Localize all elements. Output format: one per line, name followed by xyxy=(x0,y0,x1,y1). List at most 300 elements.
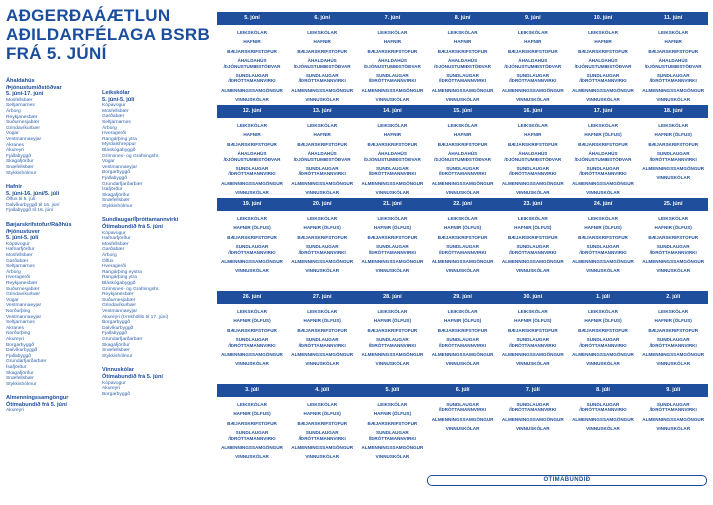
strike-entry-text: VINNUSKÓLAR xyxy=(515,268,550,274)
strike-list xyxy=(287,216,357,274)
strike-entry-text: SUNDLAUGAR /ÍÞRÓTTAMANNVIRKI xyxy=(228,337,276,348)
strike-entry xyxy=(498,49,568,54)
strike-entry xyxy=(287,97,357,102)
municipality-item: Borgarbyggð xyxy=(102,320,131,326)
strike-entry xyxy=(638,259,708,264)
strike-entry-text: ÁHALDAHÚS /ÞJÓNUSTUMIÐSTÖÐVAR xyxy=(644,58,702,69)
strike-entry xyxy=(638,97,708,102)
strike-entry-text: BÆJARSKRIFSTOFUR xyxy=(507,327,558,333)
strike-entry xyxy=(217,235,287,240)
legend-column-1 xyxy=(6,78,102,422)
strike-entry-text: HAFNIR xyxy=(383,39,402,45)
municipality-item: Akranes xyxy=(6,142,24,148)
municipality-item: Skagafjörður xyxy=(102,192,130,198)
strike-entry-text: HAFNIR (ÖLFUS) xyxy=(373,411,412,417)
strike-entry-text: ALMENNINGSSAMGÖNGUR xyxy=(431,259,494,265)
municipality-item: Vogar xyxy=(102,159,115,165)
day-cell xyxy=(568,12,638,102)
strike-entry xyxy=(217,73,287,84)
strike-entry-text: BÆJARSKRIFSTOFUR xyxy=(297,420,348,426)
municipality-item: Seltjarnarnes xyxy=(6,264,35,270)
strike-entry-text: LEIKSKÓLAR xyxy=(517,123,548,128)
strike-entry-text: BÆJARSKRIFSTOFUR xyxy=(437,234,488,240)
strike-entry-text: VINNUSKÓLAR xyxy=(445,190,480,196)
legend-section xyxy=(102,217,198,359)
strike-entry-text: LEIKSKÓLAR xyxy=(447,309,478,314)
strike-entry xyxy=(568,181,638,186)
strike-list xyxy=(638,402,708,432)
strike-list xyxy=(428,402,498,432)
strike-entry-text: ALMENNINGSSAMGÖNGUR xyxy=(291,259,354,265)
strike-entry-text: ALMENNINGSSAMGÖNGUR xyxy=(501,416,564,422)
day-label: 5. júní xyxy=(244,15,260,21)
strike-entry xyxy=(357,58,427,69)
strike-entry-text: BÆJARSKRIFSTOFUR xyxy=(297,141,348,147)
day-cell xyxy=(217,12,287,102)
legend-section-heading: Leikskólar xyxy=(102,90,130,96)
strike-list xyxy=(357,30,427,103)
municipality-item: Reykjanesbær xyxy=(102,292,134,298)
strike-entry-text: ALMENNINGSSAMGÖNGUR xyxy=(642,416,705,422)
strike-entry xyxy=(568,337,638,348)
legend-section-heading: Ótímabundið frá 5. júní xyxy=(102,373,163,380)
day-cell xyxy=(217,291,287,381)
day-label: 9. júlí xyxy=(666,387,681,393)
strike-entry xyxy=(287,244,357,255)
strike-entry-text: HAFNIR xyxy=(453,132,472,138)
strike-entry-text: HAFNIR xyxy=(243,39,261,45)
strike-entry xyxy=(428,181,498,186)
strike-list xyxy=(217,30,287,103)
strike-entry-text: HAFNIR (ÖLFUS) xyxy=(654,132,692,138)
strike-entry-text: VINNUSKÓLAR xyxy=(375,361,410,367)
strike-entry-text: ÁHALDAHÚS /ÞJÓNUSTUMIÐSTÖÐVAR xyxy=(504,151,562,162)
strike-entry xyxy=(498,426,568,431)
day-label: 2. júlí xyxy=(666,294,681,300)
strike-entry xyxy=(287,454,357,459)
municipality-item: Grindavíkurbær xyxy=(102,303,136,309)
municipality-item: Norðurþing xyxy=(6,331,31,337)
strike-entry xyxy=(498,73,568,84)
municipality-item: Mosfellsbær xyxy=(6,253,33,259)
strike-list xyxy=(287,30,357,103)
strike-entry xyxy=(287,190,357,195)
strike-entry xyxy=(287,328,357,333)
municipality-item: Borgarbyggð xyxy=(102,391,131,397)
strike-entry xyxy=(428,88,498,93)
municipality-item: Rangárþing ytra xyxy=(102,275,137,281)
municipality-item: Ölfus xyxy=(102,258,114,264)
day-cell xyxy=(568,105,638,195)
strike-entry xyxy=(287,268,357,273)
strike-entry xyxy=(498,244,568,255)
legend-section-heading: Hafnir xyxy=(6,184,23,191)
strike-entry xyxy=(287,445,357,450)
municipality-item: Seltjarnarnes xyxy=(6,320,35,326)
strike-entry-text: VINNUSKÓLAR xyxy=(515,426,550,432)
strike-list xyxy=(498,402,568,432)
strike-entry-text: LEIKSKÓLAR xyxy=(237,402,267,407)
strike-entry xyxy=(498,181,568,186)
strike-entry-text: SUNDLAUGAR /ÍÞRÓTTAMANNVIRKI xyxy=(368,166,416,177)
strike-entry-text: LEIKSKÓLAR xyxy=(377,123,408,128)
strike-entry xyxy=(498,142,568,147)
municipality-item: Hveragerði xyxy=(6,275,30,281)
strike-entry xyxy=(498,88,568,93)
strike-entry-text: VINNUSKÓLAR xyxy=(586,190,620,196)
strike-entry xyxy=(357,235,427,240)
strike-entry xyxy=(568,402,638,413)
day-label: 7. júní xyxy=(384,15,401,21)
strike-entry-text: LEIKSKÓLAR xyxy=(447,216,478,221)
strike-entry-text: LEIKSKÓLAR xyxy=(447,30,478,35)
day-label: 4. júlí xyxy=(315,387,330,393)
municipality-item: Garðabær xyxy=(102,114,125,120)
municipality-item: Árborg xyxy=(6,269,21,275)
municipality-item: Garðabær xyxy=(6,258,29,264)
day-cell xyxy=(568,198,638,288)
strike-entry-text: BÆJARSKRIFSTOFUR xyxy=(297,48,348,54)
day-label: 16. júní xyxy=(523,108,543,114)
strike-entry xyxy=(357,352,427,357)
strike-entry-text: HAFNIR xyxy=(594,39,612,45)
strike-entry-text: SUNDLAUGAR /ÍÞRÓTTAMANNVIRKI xyxy=(298,430,346,441)
municipality-item: Akureyri xyxy=(102,386,120,392)
strike-entry xyxy=(217,244,287,255)
strike-entry-text: ALMENNINGSSAMGÖNGUR xyxy=(291,445,354,451)
strike-entry-text: ALMENNINGSSAMGÖNGUR xyxy=(221,259,283,265)
municipality-item: Akranes xyxy=(6,325,24,331)
municipality-item: Árborg xyxy=(6,108,21,114)
strike-entry-text: ÁHALDAHÚS /ÞJÓNUSTUMIÐSTÖÐVAR xyxy=(434,58,492,69)
strike-list xyxy=(638,309,708,367)
strike-entry xyxy=(217,142,287,147)
municipality-item: Hafnarfjörður xyxy=(6,247,35,253)
strike-entry xyxy=(217,328,287,333)
strike-entry xyxy=(357,268,427,273)
strike-entry-text: BÆJARSKRIFSTOFUR xyxy=(297,234,348,240)
strike-entry-text: BÆJARSKRIFSTOFUR xyxy=(367,234,418,240)
strike-entry-text: ALMENNINGSSAMGÖNGUR xyxy=(501,352,564,358)
strike-entry-text: VINNUSKÓLAR xyxy=(235,190,269,196)
strike-entry xyxy=(357,97,427,102)
strike-entry-text: ALMENNINGSSAMGÖNGUR xyxy=(291,87,354,93)
municipality-item: Vestmannaeyjar xyxy=(102,164,138,170)
strike-entry-text: BÆJARSKRIFSTOFUR xyxy=(648,48,699,54)
strike-entry-text: ALMENNINGSSAMGÖNGUR xyxy=(221,180,283,186)
strike-entry xyxy=(638,166,708,171)
municipality-item: Skagafjörður xyxy=(102,342,130,348)
day-label: 8. júlí xyxy=(596,387,610,393)
strike-list xyxy=(217,402,287,460)
municipality-item: Stykkishólmur xyxy=(102,353,133,359)
strike-list xyxy=(428,30,498,103)
municipality-item: Fjallabyggð xyxy=(102,331,128,337)
strike-entry-text: HAFNIR (ÖLFUS) xyxy=(233,225,271,231)
municipality-item: Mosfellsbær xyxy=(102,241,129,247)
strike-entry-text: ALMENNINGSSAMGÖNGUR xyxy=(501,180,564,186)
strike-entry-text: SUNDLAUGAR /ÍÞRÓTTAMANNVIRKI xyxy=(439,402,487,413)
strike-entry-text: SUNDLAUGAR /ÍÞRÓTTAMANNVIRKI xyxy=(439,166,487,177)
strike-entry xyxy=(498,352,568,357)
day-cell xyxy=(638,384,708,474)
strike-entry-text: SUNDLAUGAR /ÍÞRÓTTAMANNVIRKI xyxy=(368,337,416,348)
strike-entry-text: HAFNIR (ÖLFUS) xyxy=(303,225,341,231)
municipality-item: Grundarfjarðarbær xyxy=(102,336,143,342)
day-label: 14. júní xyxy=(383,108,402,114)
strike-entry xyxy=(357,88,427,93)
strike-entry-text: HAFNIR xyxy=(383,132,402,138)
strike-entry-text: ALMENNINGSSAMGÖNGUR xyxy=(361,259,424,265)
strike-list xyxy=(287,309,357,367)
legend-section-heading: 5. júní-17. júní xyxy=(6,91,44,98)
strike-entry-text: SUNDLAUGAR /ÍÞRÓTTAMANNVIRKI xyxy=(509,166,557,177)
strike-entry xyxy=(498,97,568,102)
strike-entry xyxy=(217,430,287,441)
strike-entry xyxy=(638,337,708,348)
strike-entry-text: VINNUSKÓLAR xyxy=(656,426,691,432)
strike-entry-text: LEIKSKÓLAR xyxy=(658,123,689,128)
day-cell xyxy=(568,384,638,474)
strike-entry xyxy=(498,337,568,348)
strike-entry xyxy=(217,151,287,162)
strike-entry-text: LEIKSKÓLAR xyxy=(237,30,267,35)
day-label: 9. júní xyxy=(525,15,541,21)
day-cell xyxy=(428,384,498,474)
municipality-item: Norðurþing xyxy=(6,308,31,314)
strike-entry-text: HAFNIR (ÖLFUS) xyxy=(514,225,552,231)
strike-entry-text: ÁHALDAHÚS /ÞJÓNUSTUMIÐSTÖÐVAR xyxy=(363,58,421,69)
strike-entry-text: HAFNIR xyxy=(524,132,542,138)
municipality-item: Mosfellsbær xyxy=(6,97,33,103)
strike-entry xyxy=(357,445,427,450)
legend-section xyxy=(6,78,102,176)
municipality-item: Stykkishólmur xyxy=(6,170,37,176)
strike-entry xyxy=(498,235,568,240)
strike-entry-text: BÆJARSKRIFSTOFUR xyxy=(227,141,277,147)
strike-list xyxy=(217,309,287,367)
strike-entry-text: VINNUSKÓLAR xyxy=(375,97,410,103)
strike-entry-text: ALMENNINGSSAMGÖNGUR xyxy=(221,445,283,451)
strike-entry-text: VINNUSKÓLAR xyxy=(305,454,340,460)
strike-entry-text: ALMENNINGSSAMGÖNGUR xyxy=(642,352,705,358)
strike-entry-text: SUNDLAUGAR /ÍÞRÓTTAMANNVIRKI xyxy=(439,73,487,84)
day-cell xyxy=(428,105,498,195)
strike-entry xyxy=(428,97,498,102)
strike-entry xyxy=(568,190,638,195)
strike-entry-text: SUNDLAUGAR /ÍÞRÓTTAMANNVIRKI xyxy=(509,73,557,84)
strike-entry-text: LEIKSKÓLAR xyxy=(377,30,408,35)
municipality-item: Vestmannaeyjar xyxy=(6,314,42,320)
legend-section-heading: Áhaldahús xyxy=(6,78,35,84)
strike-entry xyxy=(357,454,427,459)
strike-entry-text: VINNUSKÓLAR xyxy=(656,268,691,274)
strike-list xyxy=(357,123,427,196)
strike-entry-text: ALMENNINGSSAMGÖNGUR xyxy=(501,259,564,265)
strike-entry-text: LEIKSKÓLAR xyxy=(517,216,548,221)
strike-entry-text: HAFNIR (ÖLFUS) xyxy=(303,318,341,324)
strike-entry-text: BÆJARSKRIFSTOFUR xyxy=(578,327,628,333)
strike-list xyxy=(498,30,568,103)
legend-section-heading: Vinnuskólar xyxy=(102,367,134,374)
strike-entry xyxy=(568,268,638,273)
municipality-item: Bláskógabyggð xyxy=(102,147,136,153)
strike-entry-text: BÆJARSKRIFSTOFUR xyxy=(437,141,488,147)
strike-entry xyxy=(638,417,708,422)
day-cell xyxy=(638,105,708,195)
strike-entry xyxy=(638,426,708,431)
strike-entry xyxy=(638,328,708,333)
day-label: 29. júní xyxy=(453,294,472,300)
strike-entry xyxy=(357,430,427,441)
municipality-item: Ölfus til 5. júlí xyxy=(6,197,36,203)
strike-entry xyxy=(498,166,568,177)
municipality-item: Reykjanesbær xyxy=(6,281,38,286)
strike-entry-text: VINNUSKÓLAR xyxy=(305,97,340,103)
strike-entry-text: SUNDLAUGAR /ÍÞRÓTTAMANNVIRKI xyxy=(579,337,627,348)
strike-entry-text: BÆJARSKRIFSTOFUR xyxy=(648,141,699,147)
strike-entry-text: ÁHALDAHÚS /ÞJÓNUSTUMIÐSTÖÐVAR xyxy=(293,58,351,69)
municipality-item: Seltjarnarnes xyxy=(6,103,35,109)
strike-entry xyxy=(428,361,498,366)
day-cell xyxy=(357,384,427,474)
strike-entry xyxy=(568,259,638,264)
strike-entry-text: LEIKSKÓLAR xyxy=(237,216,267,221)
day-label: 1. júlí xyxy=(596,294,610,300)
strike-entry-text: HAFNIR xyxy=(453,39,472,45)
strike-entry-text: LEIKSKÓLAR xyxy=(588,123,618,128)
day-label: 24. júní xyxy=(593,201,613,207)
municipality-item: Akureyri xyxy=(6,148,24,154)
strike-entry-text: SUNDLAUGAR /ÍÞRÓTTAMANNVIRKI xyxy=(228,430,276,441)
strike-entry-text: BÆJARSKRIFSTOFUR xyxy=(578,141,628,147)
strike-entry-text: ALMENNINGSSAMGÖNGUR xyxy=(291,180,354,186)
strike-entry-text: VINNUSKÓLAR xyxy=(445,97,480,103)
municipality-item: Snæfellsbær xyxy=(6,376,34,382)
day-label: 27. júní xyxy=(312,294,332,300)
strike-entry xyxy=(428,337,498,348)
strike-entry-text: LEIKSKÓLAR xyxy=(588,309,618,314)
strike-entry-text: SUNDLAUGAR /ÍÞRÓTTAMANNVIRKI xyxy=(509,244,557,255)
municipality-item: Dalvíkurbyggð til 16. júní xyxy=(6,202,60,208)
strike-entry-text: VINNUSKÓLAR xyxy=(586,426,620,432)
strike-entry xyxy=(217,181,287,186)
day-cell xyxy=(428,198,498,288)
strike-entry-text: LEIKSKÓLAR xyxy=(377,216,408,221)
strike-entry xyxy=(568,235,638,240)
day-cell xyxy=(498,291,568,381)
legend-section-heading: /Þjónustuver xyxy=(6,228,40,235)
strike-entry-text: BÆJARSKRIFSTOFUR xyxy=(367,141,418,147)
strike-entry-text: VINNUSKÓLAR xyxy=(305,268,340,274)
strike-entry xyxy=(217,268,287,273)
municipality-item: Kópavogur xyxy=(6,241,30,247)
strike-entry-text: LEIKSKÓLAR xyxy=(658,30,689,35)
strike-entry-text: LEIKSKÓLAR xyxy=(658,216,689,221)
municipality-item: Mýrdalshreppur xyxy=(102,142,136,148)
strike-list xyxy=(568,402,638,432)
strike-list xyxy=(357,402,427,460)
strike-entry-text: LEIKSKÓLAR xyxy=(588,216,618,221)
municipality-item: Fjallabyggð xyxy=(6,353,32,359)
week-row xyxy=(217,105,708,195)
strike-entry-text: ALMENNINGSSAMGÖNGUR xyxy=(642,259,705,265)
strike-entry xyxy=(217,421,287,426)
day-label: 26. júní xyxy=(242,294,262,300)
day-cell xyxy=(287,12,357,102)
municipality-item: Hveragerði xyxy=(102,264,126,270)
strike-entry xyxy=(357,73,427,84)
strike-entry-text: SUNDLAUGAR /ÍÞRÓTTAMANNVIRKI xyxy=(649,402,697,413)
strike-entry-text: SUNDLAUGAR /ÍÞRÓTTAMANNVIRKI xyxy=(439,337,487,348)
strike-entry-text: LEIKSKÓLAR xyxy=(517,30,548,35)
strike-list xyxy=(568,123,638,196)
strike-entry xyxy=(287,181,357,186)
indefinite-banner: ÓTÍMABUNDIÐ xyxy=(427,475,707,486)
strike-entry-text: ALMENNINGSSAMGÖNGUR xyxy=(431,87,494,93)
strike-entry xyxy=(638,175,708,180)
municipality-item: Árborg xyxy=(102,253,117,259)
strike-entry xyxy=(568,328,638,333)
strike-entry-text: SUNDLAUGAR /ÍÞRÓTTAMANNVIRKI xyxy=(368,430,416,441)
strike-entry-text: HAFNIR xyxy=(313,39,331,45)
municipality-item: Kópavogur xyxy=(102,103,126,109)
strike-list xyxy=(638,30,708,103)
strike-entry xyxy=(217,259,287,264)
strike-entry-text: HAFNIR xyxy=(664,39,682,45)
municipality-item: Vogar xyxy=(6,297,19,303)
strike-entry xyxy=(428,268,498,273)
strike-entry-text: ALMENNINGSSAMGÖNGUR xyxy=(572,87,634,93)
strike-entry-text: ÁHALDAHÚS /ÞJÓNUSTUMIÐSTÖÐVAR xyxy=(434,151,492,162)
strike-entry-text: BÆJARSKRIFSTOFUR xyxy=(437,48,488,54)
strike-entry xyxy=(428,402,498,413)
strike-entry-text: SUNDLAUGAR /ÍÞRÓTTAMANNVIRKI xyxy=(368,73,416,84)
strike-entry-text: ALMENNINGSSAMGÖNGUR xyxy=(221,87,283,93)
strike-entry-text: SUNDLAUGAR /ÍÞRÓTTAMANNVIRKI xyxy=(649,73,697,84)
strike-entry xyxy=(357,337,427,348)
strike-entry-text: LEIKSKÓLAR xyxy=(447,123,478,128)
strike-entry xyxy=(357,259,427,264)
municipality-item: Borgarbyggð xyxy=(6,342,35,348)
strike-entry xyxy=(217,49,287,54)
strike-entry xyxy=(357,166,427,177)
strike-entry-text: ALMENNINGSSAMGÖNGUR xyxy=(361,352,424,358)
municipality-item: Suðurnesjabær xyxy=(102,297,136,303)
strike-entry xyxy=(287,259,357,264)
strike-entry-text: VINNUSKÓLAR xyxy=(235,454,269,460)
day-label: 7. júlí xyxy=(525,387,540,393)
municipality-item: Stykkishólmur xyxy=(102,203,133,209)
strike-entry xyxy=(638,235,708,240)
strike-entry xyxy=(498,268,568,273)
strike-entry xyxy=(217,445,287,450)
municipality-item: Vogar xyxy=(6,131,19,137)
strike-entry-text: ÁHALDAHÚS /ÞJÓNUSTUMIÐSTÖÐVAR xyxy=(223,58,281,69)
strike-entry-text: HAFNIR (ÖLFUS) xyxy=(584,225,622,231)
strike-entry-text: VINNUSKÓLAR xyxy=(515,361,550,367)
strike-entry xyxy=(357,49,427,54)
strike-entry xyxy=(287,352,357,357)
strike-entry-text: VINNUSKÓLAR xyxy=(656,361,691,367)
strike-entry xyxy=(638,142,708,147)
strike-entry-text: BÆJARSKRIFSTOFUR xyxy=(578,48,628,54)
strike-entry xyxy=(428,328,498,333)
strike-entry xyxy=(638,402,708,413)
strike-entry-text: ALMENNINGSSAMGÖNGUR xyxy=(361,445,424,451)
strike-entry xyxy=(428,166,498,177)
strike-entry xyxy=(428,190,498,195)
